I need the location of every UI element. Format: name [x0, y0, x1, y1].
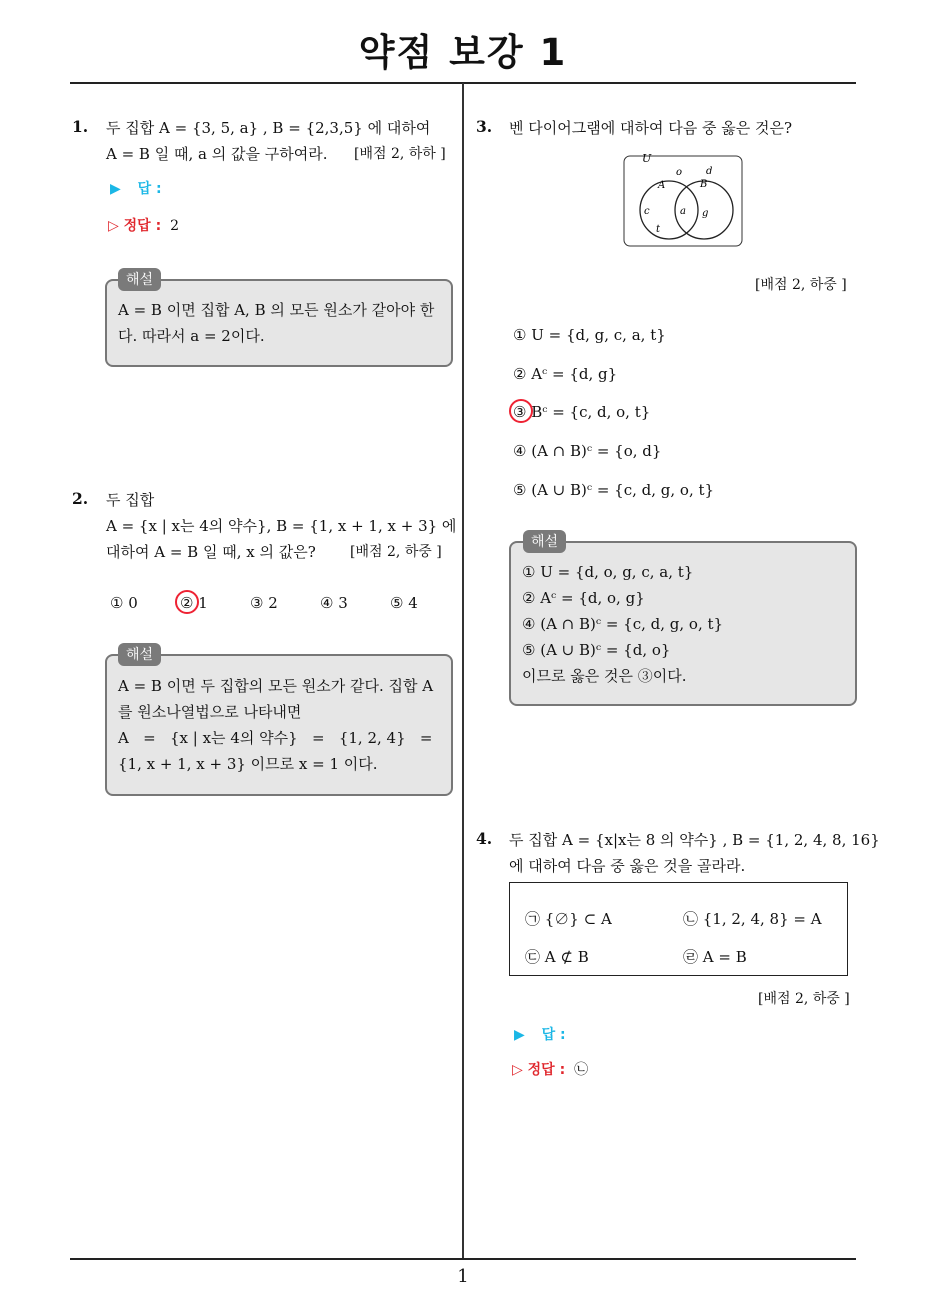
q2-solution-line2: 를 원소나열법으로 나타내면 [118, 703, 302, 721]
page-number: 1 [457, 1266, 469, 1287]
q1-number: 1. [72, 117, 89, 136]
q4-correct-label: 정답 : [527, 1062, 566, 1078]
play-arrow-icon: ▶ [514, 1027, 525, 1043]
q1-solution-line1: A = B 이면 집합 A, B 의 모든 원소가 같아야 한 [118, 301, 435, 319]
q4-option-1: ㉠ {∅} ⊂ A [525, 910, 612, 928]
page-title: 약점 보강 1 [358, 31, 568, 74]
bottom-divider [70, 1258, 856, 1260]
q2-solution-line4: {1, x + 1, x + 3} 이므로 x = 1 이다. [118, 755, 378, 773]
q4-answer-label: 답 : [541, 1027, 566, 1043]
q3-solution-line3: ④ (A ∩ B)ᶜ = {c, d, g, o, t} [522, 615, 724, 633]
venn-diagram [620, 150, 746, 250]
venn-element-g: g [702, 208, 709, 219]
play-arrow-icon: ▶ [110, 181, 121, 197]
q2-choice-2: ② 1 [180, 594, 208, 612]
outline-arrow-icon: ▷ [512, 1062, 523, 1078]
q3-text-line1: 벤 다이어그램에 대하여 다음 중 옳은 것은? [509, 119, 792, 137]
q1-answer-row [110, 178, 162, 198]
venn-element-t: t [656, 224, 661, 235]
q3-choice-5: ⑤ (A ∪ B)ᶜ = {c, d, g, o, t} [513, 481, 715, 499]
q4-number: 4. [476, 829, 493, 848]
q1-text-line2: A = B 일 때, a 의 값을 구하여라. [106, 145, 328, 163]
q3-choice-1: ① U = {d, g, c, a, t} [513, 326, 666, 344]
q2-answer-circle [175, 590, 199, 614]
q2-number: 2. [72, 489, 89, 508]
q2-points: [배점 2, 하중 ] [350, 544, 442, 560]
q4-option-2: ㉡ {1, 2, 4, 8} = A [683, 910, 822, 928]
venn-element-o: o [676, 167, 683, 178]
q2-solution-line3: A = {x | x는 4의 약수} = {1, 2, 4} = [118, 729, 433, 747]
q2-solution-tag: 해설 [118, 643, 161, 666]
q3-solution-line5: 이므로 옳은 것은 ③이다. [522, 667, 687, 685]
q3-choice-4: ④ (A ∩ B)ᶜ = {o, d} [513, 442, 662, 460]
q1-points: [배점 2, 하하 ] [354, 146, 446, 162]
venn-element-d: d [706, 166, 713, 177]
q3-choice-2: ② Aᶜ = {d, g} [513, 365, 618, 383]
q3-choice-3: ③ Bᶜ = {c, d, o, t} [513, 403, 651, 421]
q4-text-line1: 두 집합 A = {x|x는 8 의 약수} , B = {1, 2, 4, 8, 16} [509, 831, 880, 849]
q4-option-4: ㉣ A = B [683, 948, 747, 966]
q1-solution-line2: 다. 따라서 a = 2이다. [118, 327, 265, 345]
q3-answer-circle [509, 399, 533, 423]
q4-correct-value: ㉡ [574, 1062, 589, 1078]
q3-number: 3. [476, 117, 493, 136]
q4-option-3: ㉢ A ⊄ B [525, 948, 589, 966]
q4-text-line2: 에 대하여 다음 중 옳은 것을 골라라. [509, 857, 746, 875]
q1-answer-label: 답 : [137, 181, 162, 197]
q1-text-line1: 두 집합 A = {3, 5, a} , B = {2,3,5} 에 대하여 [106, 119, 431, 137]
venn-label-a: A [658, 180, 666, 191]
venn-element-a: a [680, 206, 686, 217]
q4-points: [배점 2, 하중 ] [758, 991, 850, 1007]
q3-points: [배점 2, 하중 ] [755, 277, 847, 293]
q3-solution-line2: ② Aᶜ = {d, o, g} [522, 589, 645, 607]
q2-solution-line1: A = B 이면 두 집합의 모든 원소가 같다. 집합 A [118, 677, 434, 695]
q3-solution-tag: 해설 [523, 530, 566, 553]
q1-solution-tag: 해설 [118, 268, 161, 291]
q3-solution-line1: ① U = {d, o, g, c, a, t} [522, 563, 694, 581]
q3-solution-line4: ⑤ (A ∪ B)ᶜ = {d, o} [522, 641, 671, 659]
q2-text-line1: 두 집합 [106, 491, 155, 509]
q1-correct-value: 2 [170, 218, 179, 234]
q2-choice-3: ③ 2 [250, 594, 278, 612]
q2-text-line2: A = {x | x는 4의 약수}, B = {1, x + 1, x + 3} 에 [106, 517, 457, 535]
venn-label-u: U [642, 152, 652, 165]
q4-correct-row [512, 1059, 588, 1079]
q1-correct-row [108, 215, 179, 235]
outline-arrow-icon: ▷ [108, 218, 119, 234]
q2-text-line3: 대하여 A = B 일 때, x 의 값은? [106, 543, 316, 561]
q2-choice-4: ④ 3 [320, 594, 348, 612]
q2-choice-1: ① 0 [110, 594, 138, 612]
q4-answer-row [514, 1024, 566, 1044]
venn-label-b: B [700, 179, 708, 190]
q1-correct-label: 정답 : [123, 218, 162, 234]
venn-element-c: c [644, 206, 650, 217]
column-divider [462, 83, 464, 1259]
q2-choice-5: ⑤ 4 [390, 594, 418, 612]
